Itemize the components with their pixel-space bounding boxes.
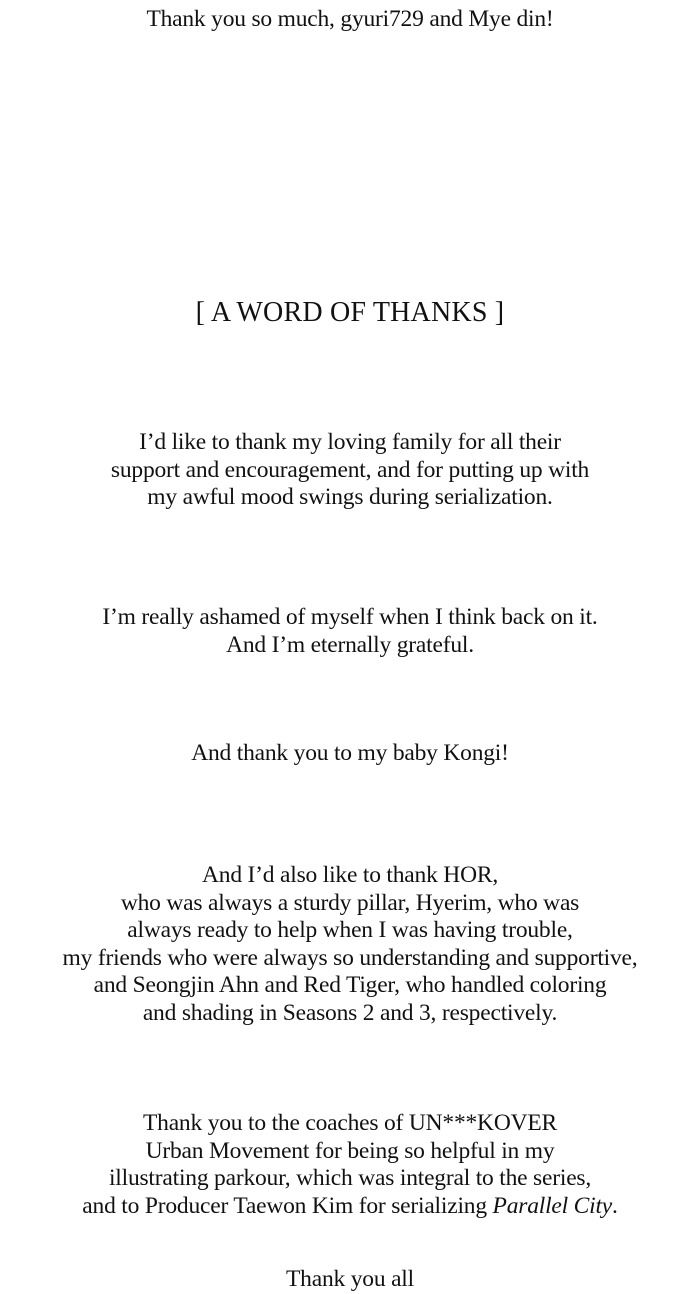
text-line: my friends who were always so understanding and supportive, [62, 944, 638, 971]
series-title: Parallel City [492, 1192, 613, 1219]
text-line: Thank you all [286, 1266, 414, 1292]
text-line: always ready to help when I was having trouble, [127, 917, 573, 944]
text-line: And thank you to my baby Kongi! [191, 740, 509, 766]
text-line: Thank you to the coaches of UN***KOVER [142, 1110, 557, 1136]
text-line: And I’m eternally grateful. [226, 631, 474, 658]
text-segment: . [612, 1192, 618, 1219]
paragraph-family [0, 429, 700, 512]
text-line: support and encouragement, and for putting up with [110, 456, 590, 483]
text-line: and shading in Seasons 2 and 3, respectively. [142, 999, 558, 1026]
text-line: And I’d also like to thank HOR, [202, 862, 498, 888]
section-heading: [ A WORD OF THANKS ] [195, 297, 505, 328]
text-line-with-title [0, 1193, 700, 1221]
text-line: my awful mood swings during serialization. [147, 484, 553, 511]
text-line: I’d like to thank my loving family for all their [139, 429, 561, 455]
text-line: illustrating parkour, which was integral to the series, [108, 1165, 592, 1192]
text-line: and Seongjin Ahn and Red Tiger, who handled coloring [93, 972, 607, 999]
text-line: Urban Movement for being so helpful in my [145, 1137, 555, 1164]
paragraph-kongi [0, 740, 700, 768]
text-line: I’m really ashamed of myself when I think back on it. [102, 604, 598, 630]
text-line: Thank you so much, gyuri729 and Mye din! [146, 6, 554, 32]
paragraph-coaches [0, 1110, 700, 1220]
text-segment: and to Producer Taewon Kim for serializing [82, 1192, 493, 1219]
paragraph-friends [0, 862, 700, 1028]
thanks-top-line [0, 6, 700, 34]
paragraph-ashamed [0, 604, 700, 659]
text-line: who was always a sturdy pillar, Hyerim, who was [120, 889, 580, 916]
